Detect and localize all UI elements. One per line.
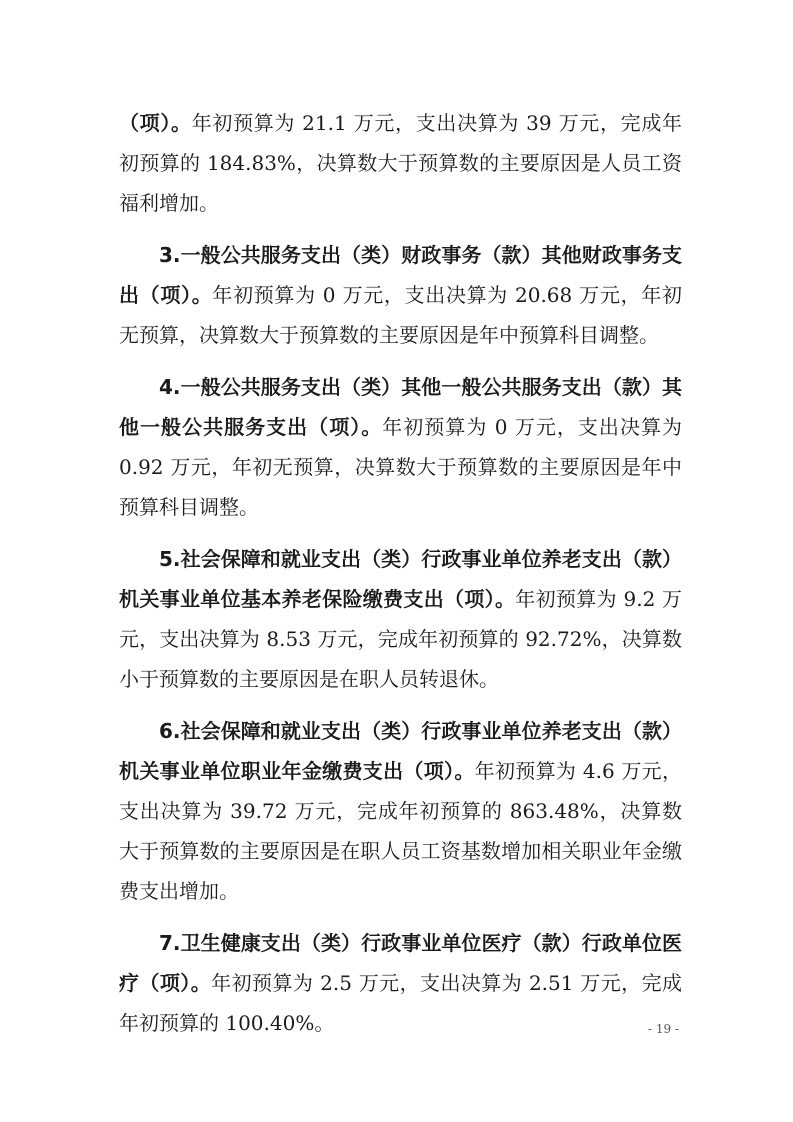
paragraph-item-7	[119, 923, 682, 1043]
paragraph-text: 年初预算为 4.6 万元，支出决算为 39.72 万元，完成年初预算的 863.48%，决算数大于预算数的主要原因是在职人员工资基数增加相关职业年金缴费支出增加。	[119, 759, 683, 903]
paragraph-text: 年初预算为 21.1 万元，支出决算为 39 万元，完成年初预算的 184.83%，决算数大于预算数的主要原因是人员工资福利增加。	[119, 111, 683, 215]
page-number: - 19 -	[648, 1022, 680, 1036]
paragraph-item-4	[119, 367, 682, 527]
paragraph-text: 年初预算为 2.5 万元，支出决算为 2.51 万元，完成年初预算的 100.40%。	[119, 971, 683, 1035]
paragraph-item-5	[119, 539, 682, 699]
paragraph-heading: 3.一般公共服务支出（类）财政事务（款）其他财政事务支出（项）。	[119, 243, 682, 307]
paragraph-text: 年初预算为 0 万元，支出决算为 20.68 万元，年初无预算，决算数大于预算数的主要原因是年中预算科目调整。	[119, 283, 682, 347]
paragraph-text: 年初预算为 9.2 万元，支出决算为 8.53 万元，完成年初预算的 92.72%，决算数小于预算数的主要原因是在职人员转退休。	[119, 587, 682, 691]
paragraph-heading: 7.卫生健康支出（类）行政事业单位医疗（款）行政单位医疗（项）。	[119, 931, 682, 995]
paragraph-heading: （项）。	[119, 111, 192, 135]
document-body	[119, 103, 682, 1043]
paragraph-text: 年初预算为 0 万元，支出决算为 0.92 万元，年初无预算，决算数大于预算数的主要原因是年中预算科目调整。	[119, 415, 682, 519]
paragraph-continued	[119, 103, 682, 223]
paragraph-heading: 6.社会保障和就业支出（类）行政事业单位养老支出（款）机关事业单位职业年金缴费支出（项）。	[119, 719, 682, 783]
paragraph-heading: 5.社会保障和就业支出（类）行政事业单位养老支出（款）机关事业单位基本养老保险缴费支出（项）。	[119, 547, 682, 611]
paragraph-item-6	[119, 711, 682, 911]
paragraph-heading: 4.一般公共服务支出（类）其他一般公共服务支出（款）其他一般公共服务支出（项）。	[119, 375, 682, 439]
paragraph-item-3	[119, 235, 682, 355]
